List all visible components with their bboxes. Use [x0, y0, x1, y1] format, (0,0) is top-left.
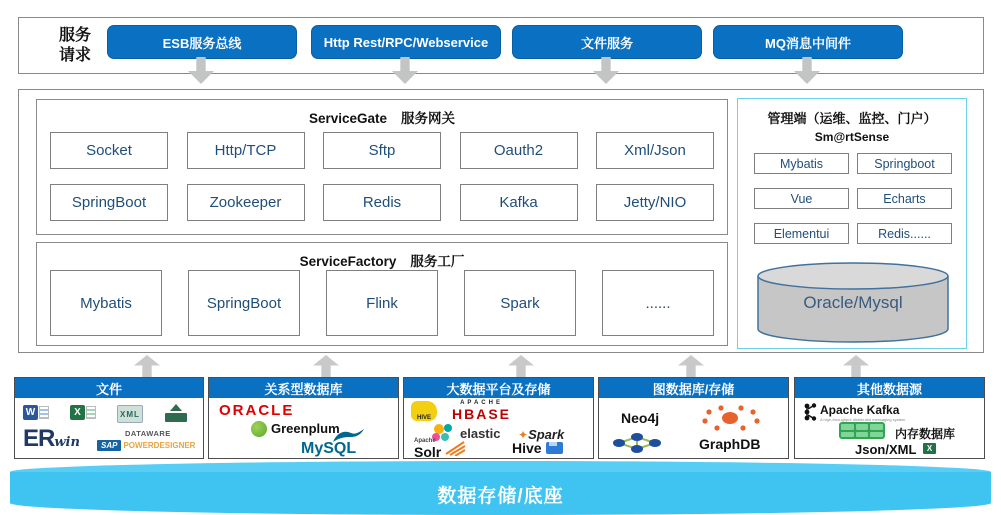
neo4j-logo: Neo4j [621, 410, 660, 426]
greenplum-icon [251, 421, 267, 437]
gate-jetty-nio-box: Jetty/NIO [596, 184, 714, 221]
oracle-mysql-database-cylinder [755, 261, 951, 345]
graphdb-logo: GraphDB [699, 436, 761, 452]
http-rest-rpc-webservice-pill: Http Rest/RPC/Webservice [311, 25, 501, 59]
service-request-label-line1: 服务 [58, 27, 91, 44]
mgmt-mybatis-box: Mybatis [754, 153, 849, 174]
memory-db-label: 内存数据库 [895, 427, 956, 441]
relational-db-header: 关系型数据库 [209, 378, 398, 398]
hive-bee-icon: HIVE [411, 401, 437, 421]
up-arrow-icon [843, 355, 869, 377]
kafka-icon [803, 403, 817, 421]
up-arrow-icon [313, 355, 339, 377]
servicegate-title [37, 107, 727, 127]
gate-zookeeper-box: Zookeeper [187, 184, 305, 221]
other-sources-box [794, 377, 985, 459]
servicegate-panel [36, 99, 728, 235]
service-request-label-line2: 请求 [58, 47, 91, 64]
json-xml-label: Json/XML [855, 442, 917, 457]
green-pyramid-icon [165, 404, 187, 422]
bigdata-header: 大数据平台及存储 [404, 378, 593, 398]
solr-sun-icon [444, 440, 466, 456]
data-base-label: 数据存储/底座 [437, 486, 564, 507]
other-sources-header: 其他数据源 [795, 378, 984, 398]
files-source-header: 文件 [15, 378, 203, 398]
servicefactory-title-en: ServiceFactory [299, 254, 397, 269]
servicefactory-title [37, 250, 727, 270]
service-request-label [53, 26, 97, 66]
files-source-box [14, 377, 204, 459]
servicefactory-panel [36, 242, 728, 346]
greenplum-logo: Greenplum [251, 420, 340, 438]
factory-flink-box: Flink [326, 270, 438, 336]
gate-springboot-box: SpringBoot [50, 184, 168, 221]
file-service-pill: 文件服务 [512, 25, 702, 59]
sap-powerdesigner-logo: SAP POWERDESIGNER [97, 440, 195, 451]
gate-xml-json-box: Xml/Json [596, 132, 714, 169]
up-arrow-icon [678, 355, 704, 377]
mgmt-springboot-box: Springboot [857, 153, 952, 174]
bigdata-source-box [403, 377, 594, 459]
xml-file-icon: XML [117, 405, 143, 423]
memory-db-grid-icon [839, 422, 885, 439]
factory-springboot-box: SpringBoot [188, 270, 300, 336]
up-arrow-icon [508, 355, 534, 377]
servicegate-title-en: ServiceGate [308, 111, 388, 126]
mgmt-vue-box: Vue [754, 188, 849, 209]
mq-middleware-pill: MQ消息中间件 [713, 25, 903, 59]
gate-sftp-box: Sftp [323, 132, 441, 169]
oracle-logo: ORACLE [219, 402, 295, 419]
factory-mybatis-box: Mybatis [50, 270, 162, 336]
relational-db-source-box [208, 377, 399, 459]
management-title: 管理端（运维、监控、门户） [767, 111, 937, 126]
kafka-logo: Apache Kafka A high-throughput distributed messaging system [820, 403, 906, 422]
graphdb-dots-icon [699, 404, 761, 432]
excel-mini-icon: X [923, 443, 936, 454]
neo4j-graph-icon [611, 432, 663, 454]
graphdb-source-box [598, 377, 789, 459]
mgmt-echarts-box: Echarts [857, 188, 952, 209]
solr-logo: Apache Solr [414, 438, 442, 460]
hive-floppy-icon [546, 442, 563, 454]
mgmt-redis-box: Redis...... [857, 223, 952, 244]
spark-star-icon: ✦ [518, 428, 529, 442]
graphdb-header: 图数据库/存储 [599, 378, 788, 398]
spark-logo: ✦Spark [518, 427, 565, 442]
oracle-mysql-label: Oracle/Mysql [803, 293, 903, 312]
dataware-logo: DATAWARE [125, 429, 171, 438]
word-icon: W [23, 405, 49, 420]
hbase-logo: APACHE HBASE [452, 400, 512, 422]
gate-oauth2-box: Oauth2 [460, 132, 578, 169]
gate-kafka-box: Kafka [460, 184, 578, 221]
gate-redis-box: Redis [323, 184, 441, 221]
smartsense-label: Sm@rtSense [814, 130, 890, 144]
mysql-logo: MySQL [301, 440, 357, 457]
factory-ellipsis-box: ...... [602, 270, 714, 336]
management-panel [737, 98, 967, 349]
servicefactory-title-zh: 服务工厂 [410, 254, 465, 269]
up-arrow-icon [134, 355, 160, 377]
esb-service-bus-pill: ESB服务总线 [107, 25, 297, 59]
elastic-logo: elastic [460, 426, 501, 441]
excel-icon: X [70, 405, 96, 420]
gate-http-tcp-box: Http/TCP [187, 132, 305, 169]
mgmt-elementui-box: Elementui [754, 223, 849, 244]
servicegate-title-zh: 服务网关 [401, 111, 456, 126]
factory-spark-box: Spark [464, 270, 576, 336]
service-request-bar [18, 17, 984, 74]
erwin-logo: ERwin [23, 425, 80, 452]
hive-logo: Hive [512, 440, 563, 456]
gate-socket-box: Socket [50, 132, 168, 169]
middleware-container [18, 89, 984, 353]
